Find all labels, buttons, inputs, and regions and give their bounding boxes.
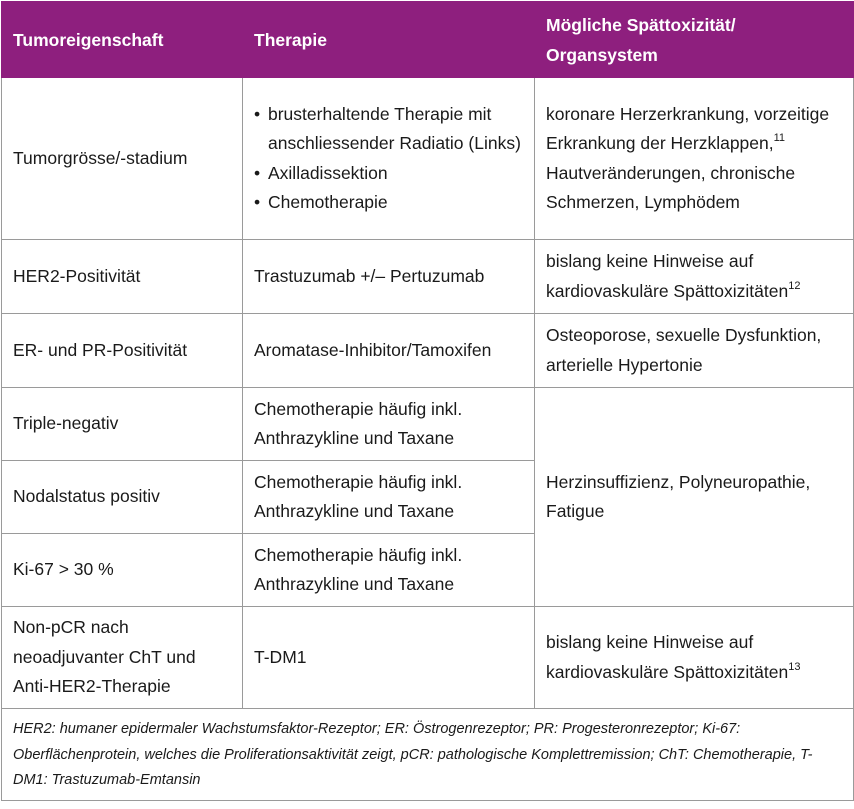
list-item: • Chemotherapie [254,188,523,218]
cell-feature: Triple-negativ [2,388,243,461]
header-row [2,2,854,78]
cell-feature: HER2-Positivität [2,240,243,314]
header-tumor-feature: Tumoreigenschaft [2,2,243,78]
cell-toxicity: koronare Herzerkrankung, vorzeitige Erkrankung der Herzklappen,$^{11}$ Hautveränderungen, chronische Schmerzen, Lymphödem [535,78,854,240]
cell-toxicity-merged: Herzinsuffizienz, Polyneuropathie, Fatigue [535,388,854,607]
cell-therapy: Trastuzumab +/– Pertuzumab [243,240,535,314]
footnote-row [2,709,854,801]
table-row [2,240,854,314]
footnote: HER2: humaner epidermaler Wachstumsfaktor-Rezeptor; ER: Östrogenrezeptor; PR: Progesteronrezeptor; Ki-67: Oberflächenprotein, welches die Proliferationsaktivität zeigt, pCR: pathologische Komplettremission; ChT: Chemotherapie, T-DM1: Trastuzumab-Emtansin [2,709,854,801]
cell-toxicity: bislang keine Hinweise auf kardiovaskuläre Spättoxizitäten$^{12}$ [535,240,854,314]
cell-toxicity: bislang keine Hinweise auf kardiovaskuläre Spättoxizitäten$^{13}$ [535,607,854,709]
header-late-toxicity: Mögliche Spättoxizität/ Organsystem [535,2,854,78]
cell-feature: Ki-67 > 30 % [2,534,243,607]
cell-therapy: Chemotherapie häufig inkl. Anthrazykline und Taxane [243,388,535,461]
list-item: • brusterhaltende Therapie mit anschliessender Radiatio (Links) [254,100,523,159]
list-item: • Axilladissektion [254,159,523,189]
reference-number: 12 [788,279,801,292]
reference-number: 11 [773,132,786,145]
late-toxicity-table [1,1,854,801]
cell-feature: Tumorgrösse/-stadium [2,78,243,240]
table-row [2,607,854,709]
header-therapy: Therapie [243,2,535,78]
table-row [2,314,854,388]
cell-feature: Nodalstatus positiv [2,461,243,534]
cell-therapy [243,78,535,240]
cell-therapy: Chemotherapie häufig inkl. Anthrazykline und Taxane [243,534,535,607]
cell-therapy: Aromatase-Inhibitor/Tamoxifen [243,314,535,388]
table-row [2,78,854,240]
cell-feature: Non-pCR nach neoadjuvanter ChT und Anti-HER2-Therapie [2,607,243,709]
cell-toxicity: Osteoporose, sexuelle Dysfunktion, arterielle Hypertonie [535,314,854,388]
reference-number: 13 [788,660,801,673]
therapy-list [254,100,523,218]
cell-therapy: T-DM1 [243,607,535,709]
cell-feature: ER- und PR-Positivität [2,314,243,388]
table-row [2,388,854,461]
cell-therapy: Chemotherapie häufig inkl. Anthrazykline und Taxane [243,461,535,534]
